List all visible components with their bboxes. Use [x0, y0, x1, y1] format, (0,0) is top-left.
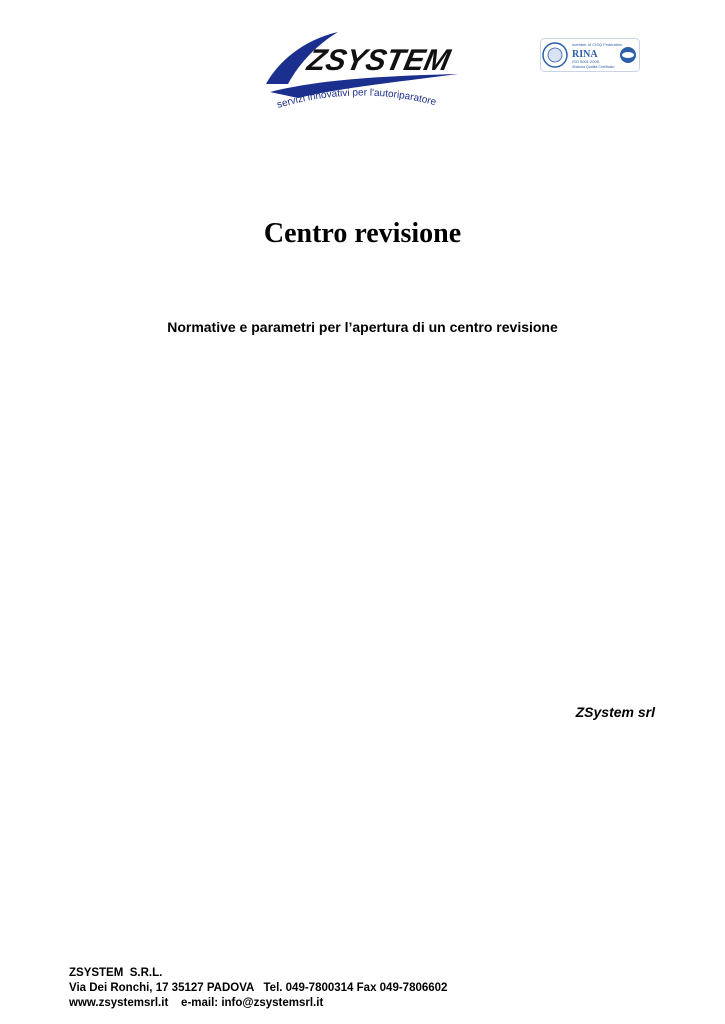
- rina-certification-badge: [540, 38, 640, 72]
- logo-wordmark: ZSYSTEM: [304, 44, 453, 77]
- rina-name: RINA: [572, 49, 598, 60]
- footer: [69, 966, 447, 1011]
- rina-text-top: member of CISQ Federation: [572, 42, 623, 47]
- logo-tagline: servizi innovativi per l'autoriparatore: [275, 87, 438, 111]
- author-signature: ZSystem srl: [575, 704, 655, 720]
- page-title: Centro revisione: [263, 218, 462, 249]
- zsystem-logo-graphic: [258, 22, 468, 122]
- rina-text-bottom: Sistema Qualità Certificato: [572, 65, 615, 69]
- footer-company: ZSYSTEM S.R.L.: [69, 967, 163, 979]
- rina-standard: ISO 9001:2008: [572, 59, 599, 64]
- footer-web-email: www.zsystemsrl.it e-mail: info@zsystemsrl.it: [69, 997, 324, 1009]
- footer-address: Via Dei Ronchi, 17 35127 PADOVA Tel. 049-7800314 Fax 049-7806602: [69, 982, 448, 994]
- rina-badge-graphic: [540, 38, 640, 72]
- page-subtitle: Normative e parametri per l’apertura di un centro revisione: [167, 319, 558, 335]
- zsystem-logo: [258, 22, 468, 122]
